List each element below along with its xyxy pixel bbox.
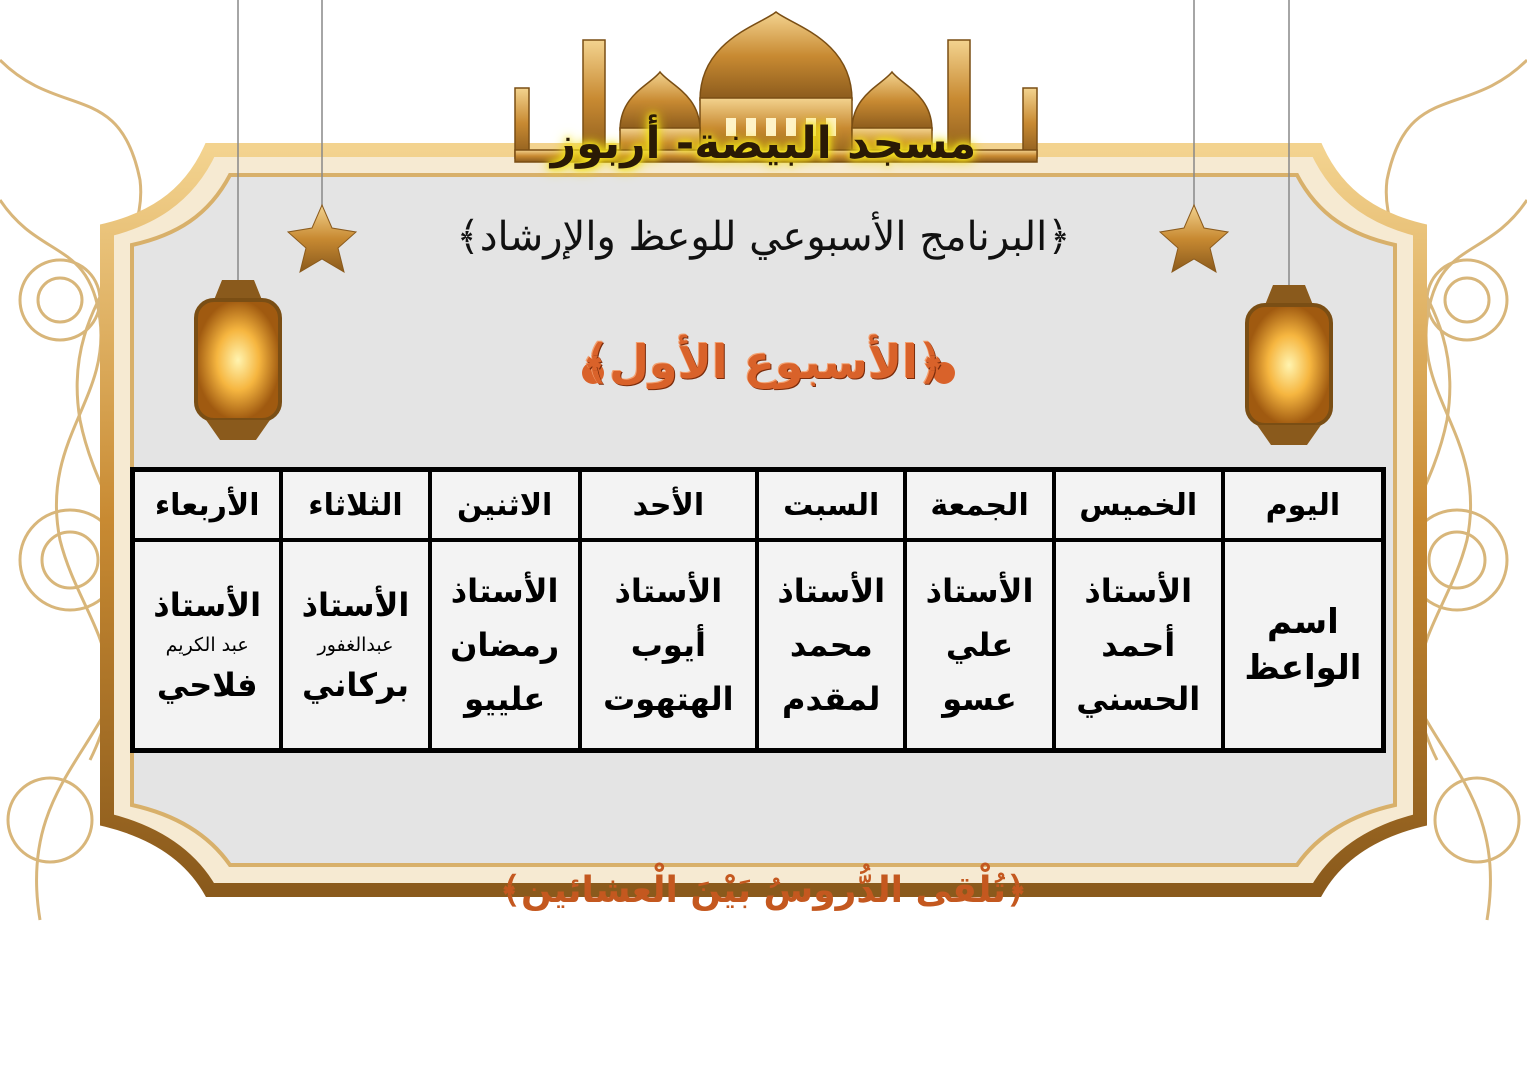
- preacher-first-name: محمد: [789, 626, 873, 664]
- preacher-last-name: علييو: [464, 680, 546, 718]
- preacher-row-header: [1223, 540, 1383, 750]
- day-header: الأربعاء: [133, 470, 281, 540]
- preacher-cell: [430, 540, 580, 750]
- preacher-last-name: عسو: [942, 680, 1017, 718]
- preacher-last-name: بركاني: [302, 666, 409, 704]
- preacher-row-header-line: الواعظ: [1244, 648, 1362, 688]
- preacher-cell: [905, 540, 1053, 750]
- schedule-table: [130, 467, 1386, 753]
- day-header: السبت: [757, 470, 905, 540]
- day-header: الثلاثاء: [281, 470, 429, 540]
- footer-note: ﴿تُلْقى الدُّروسُ بَيْنَ الْعشائين﴾: [499, 870, 1028, 911]
- preacher-first-name: أيوب: [630, 626, 706, 664]
- preacher-title: الأستاذ: [450, 572, 559, 610]
- preacher-first-name: عبد الكريم: [165, 634, 249, 656]
- preacher-title: الأستاذ: [777, 572, 886, 610]
- preacher-last-name: لمقدم: [782, 680, 881, 718]
- preacher-first-name: علي: [945, 626, 1014, 664]
- preacher-last-name: الحسني: [1076, 680, 1201, 718]
- program-title: ﴿البرنامج الأسبوعي للوعظ والإرشاد﴾: [456, 214, 1071, 260]
- preacher-first-name: عبدالغفور: [317, 634, 394, 656]
- preachers-row: [133, 540, 1383, 750]
- preacher-title: الأستاذ: [1084, 572, 1193, 610]
- preacher-cell: [580, 540, 757, 750]
- week-title: ﴿الأسبوع الأول﴾: [582, 335, 945, 389]
- preacher-title: الأستاذ: [301, 586, 410, 624]
- preacher-first-name: أحمد: [1101, 626, 1176, 664]
- preacher-cell: [281, 540, 429, 750]
- day-header: الاثنين: [430, 470, 580, 540]
- preacher-row-header-line: اسم: [1267, 602, 1339, 642]
- preacher-title: الأستاذ: [153, 586, 262, 624]
- preacher-title: الأستاذ: [925, 572, 1034, 610]
- preacher-last-name: فلاحي: [156, 666, 258, 704]
- day-header: الجمعة: [905, 470, 1053, 540]
- day-row-header: اليوم: [1223, 470, 1383, 540]
- day-header: الخميس: [1054, 470, 1223, 540]
- preacher-cell: [757, 540, 905, 750]
- mosque-name: مسجد البيضة- أربوز: [550, 118, 977, 169]
- days-row: [133, 470, 1383, 540]
- preacher-cell: [1054, 540, 1223, 750]
- preacher-title: الأستاذ: [614, 572, 723, 610]
- preacher-cell: [133, 540, 281, 750]
- preacher-last-name: الهتهوت: [603, 680, 734, 718]
- day-header: الأحد: [580, 470, 757, 540]
- preacher-first-name: رمضان: [450, 626, 560, 664]
